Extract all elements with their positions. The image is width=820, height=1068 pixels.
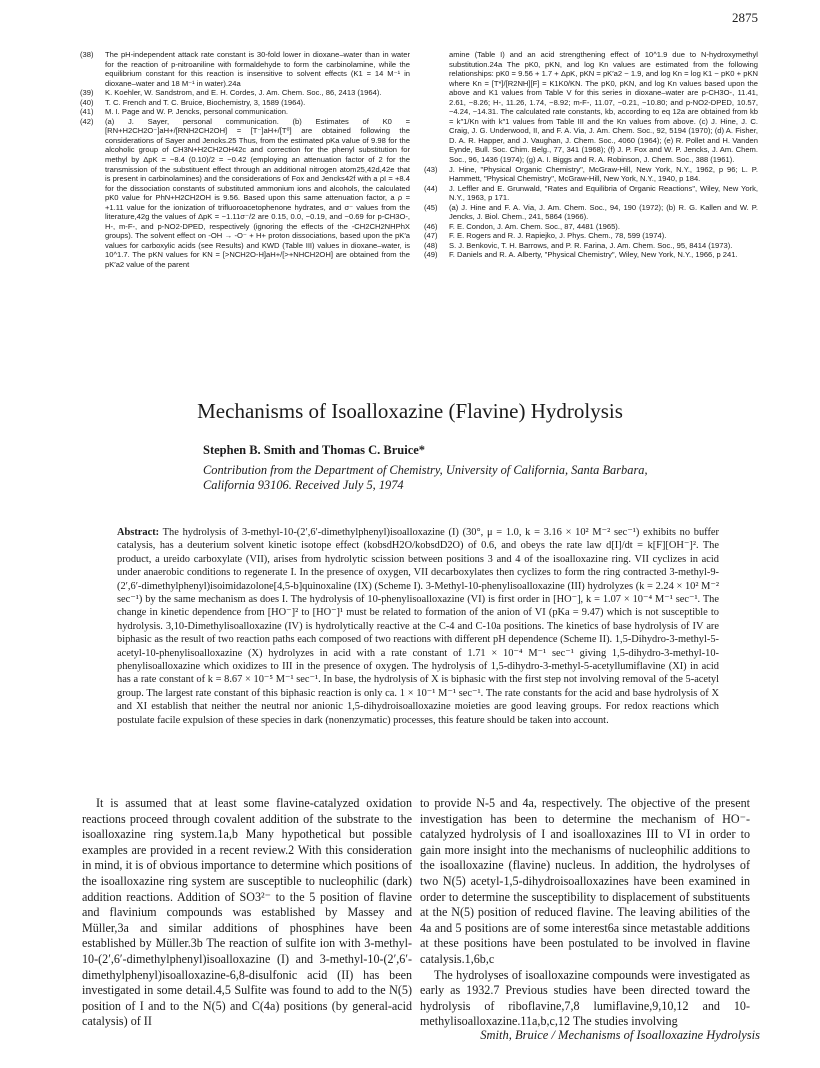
reference-text: F. Daniels and R. A. Alberty, "Physical Chemistry", Wiley, New York, N.Y., 1966, p 241. — [449, 250, 738, 260]
reference-number: (46) — [424, 221, 438, 231]
reference-item — [424, 231, 758, 241]
reference-number: (49) — [424, 250, 438, 260]
reference-number: (47) — [424, 231, 438, 241]
reference-text: T. C. French and T. C. Bruice, Biochemistry, 3, 1589 (1964). — [105, 97, 306, 107]
article-abstract — [117, 526, 719, 727]
reference-item — [424, 241, 758, 251]
reference-item — [80, 88, 410, 98]
body-paragraph: The hydrolyses of isoalloxazine compounds were investigated as early as 1932.7 Previous studies have been directed toward the hydrolysis of riboflavine,7,8 lumiflavine,9,10,12 and 10-methylisoalloxazine.11a,b,c,12 The studies involving — [420, 967, 750, 1029]
body-paragraph: It is assumed that at least some flavine-catalyzed oxidation reactions proceed through covalent addition of the substrate to the isoalloxazine ring system.1a,b Many hypothetical but possible examples are provided in a recent review.2 With this consideration in mind, it is of obvious importance to determine which positions of the isoalloxazine ring system are susceptible to nucleophilic (dark) addition reactions. Addition of SO3²⁻ to the 5 position of flavine and flavinium compounds was established by Massey and Müller,3a and similar additions of phosphines have been established by Müller.3b The reaction of sulfite ion with 3-methyl-10-(2′,6′-dimethylphenyl)isoalloxazine (I) and 3-methyl-10-(2′,6′-dimethylphenyl)isoalloxazine-6,8-disulfonic acid (II) has been investigated in some detail.4,5 Sulfite was found to add to the N(5) position of I and to the N(5) and C(4a) positions (by general-acid catalysis) of II — [82, 796, 412, 1029]
reference-number — [424, 50, 449, 165]
references-right-column — [424, 50, 758, 260]
page-number: 2875 — [732, 10, 758, 25]
reference-number: (45) — [424, 202, 438, 212]
reference-item — [80, 50, 410, 88]
reference-text: J. Hine, "Physical Organic Chemistry", McGraw-Hill, New York, N.Y., 1962, p 96; L. P. Hammett, "Physical Chemistry", McGraw-Hill, New York, N.Y., 1940, p 184. — [449, 164, 758, 184]
reference-text: F. E. Condon, J. Am. Chem. Soc., 87, 4481 (1965). — [449, 221, 620, 231]
reference-text: S. J. Benkovic, T. H. Barrows, and P. R. Farina, J. Am. Chem. Soc., 95, 8414 (1973). — [449, 240, 733, 250]
article-title: Mechanisms of Isoalloxazine (Flavine) Hydrolysis — [197, 399, 623, 423]
running-footer: Smith, Bruice / Mechanisms of Isoalloxazine Hydrolysis — [480, 1028, 760, 1042]
reference-number: (43) — [424, 164, 438, 174]
reference-text: (a) J. Sayer, personal communication. (b) Estimates of K0 = [RN+H2CH2O⁻]aH+/[RNH2CH2OH] = [T⁻]aH+/[T⁰] are obtained following the considerations of Sayer and Jencks.25 Thus, from the estimated pKa value of 9.98 for the alcoholic group of CH3N+H2CH2OH42c and correction for the phenyl substitution for methyl by ΔpK = −8.4 (0.10)/2 = −0.42 (employing an attenuation factor of 2 for the transmission of the substituent effect through an additional nitrogen atom25,42d,42e that is present in carbinolamines) and the considerations of Fox and Jencks42f with a ρI = +8.4 for the dissociation constants of substituted ammonium ions and alcohols, the calculated pK0 value for PhN+H2CH2OH is 9.56. Based upon this same attenuation factor, a ρ = +1.11 value for the ionization of trifluoroacetophenone hydrates, and σ⁻ values from the literature,42g the values of ΔpK = −1.11σ⁻/2 are 0.15, 0.0, −0.19, and −0.69 for p-CH3O-, H-, m-F-, and p-NO2-DPED, respectively (ignoring the effects of the -CH2CH2NHPhX groups). The solvent effect on -OH → -O⁻ + H+ proton dissociations, based upon the pK′a values for carboxylic acids (see Results) and KWD (Table III) values in dioxane–water, is 10^1.7. The pKN values for KN = [>NCH2O-H]aH+/[>+NHCH2OH] are obtained from the pK′a2 value of the parent — [105, 116, 410, 270]
reference-text: (a) J. Hine and F. A. Via, J. Am. Chem. Soc., 94, 190 (1972); (b) R. G. Kallen and W. P. Jencks, J. Biol. Chem., 241, 5864 (1966). — [449, 202, 758, 222]
body-paragraph: to provide N-5 and 4a, respectively. The objective of the present investigation has been to determine the mechanism of HO⁻-catalyzed hydrolysis of I and isoalloxazines III to VI in order to gain more insight into the mechanisms of nucleophilic additions to the isoalloxazine (flavine) nucleus. In addition, the hydrolyses of two N(5) acetyl-1,5-dihydroisoalloxazines have been examined in order to determine the susceptibility to displacement of substituents at the N(5) position of reduced flavine. The leaving abilities of the 4a and 5 positions are of some interest6a since metastable additions at these positions have been postulated to be involved in flavine catalysis.1,6b,c — [420, 796, 750, 966]
reference-item — [424, 203, 758, 222]
reference-item — [424, 50, 758, 165]
reference-number: (42) — [80, 116, 94, 126]
reference-number: (40) — [80, 97, 94, 107]
reference-text: K. Koehler, W. Sandstrom, and E. H. Cordes, J. Am. Chem. Soc., 86, 2413 (1964). — [105, 88, 382, 98]
reference-text: M. I. Page and W. P. Jencks, personal communication. — [105, 107, 289, 117]
reference-number: (44) — [424, 183, 438, 193]
reference-item — [80, 117, 410, 270]
reference-item — [424, 184, 758, 203]
reference-item — [80, 98, 410, 108]
reference-text: The pH-independent attack rate constant is 30-fold lower in dioxane–water than in water for the reaction of p-nitroaniline with formaldehyde to form the carbinolamine, while the equilibrium constant for this reaction is insensitive to solvent effects (K1 = 14 M⁻¹ in dioxane–water and 18 M⁻¹ in water).24a — [105, 50, 410, 88]
reference-number: (41) — [80, 107, 94, 117]
reference-item — [80, 107, 410, 117]
references-left-column — [80, 50, 410, 270]
reference-item — [424, 165, 758, 184]
body-left-column — [82, 796, 412, 1030]
reference-number: (38) — [80, 50, 94, 59]
abstract-label: Abstract: — [117, 527, 160, 538]
reference-item — [424, 222, 758, 232]
reference-number: (48) — [424, 240, 438, 250]
article-authors: Stephen B. Smith and Thomas C. Bruice* — [203, 443, 426, 457]
body-right-column — [420, 796, 750, 1030]
reference-item — [424, 250, 758, 260]
reference-text: J. Leffler and E. Grunwald, "Rates and Equilibria of Organic Reactions", Wiley, New York, N.Y., 1963, p 171. — [449, 183, 758, 203]
reference-number: (39) — [80, 88, 94, 98]
article-affiliation: Contribution from the Department of Chemistry, University of California, Santa Barbara, California 93106. Received July 5, 1974 — [203, 463, 648, 492]
reference-text: amine (Table I) and an acid strengthening effect of 10^1.9 due to N-hydroxymethyl substitution.24a The pK0, pKN, and log Kn values are estimated from the following relationships: pK0 = 9.56 + 1.7 + ΔpK, pKN = pK′a2 − 1.9, and log Kn = log K1 − pK0 + pKN where Kn = [T*]/[R2NH][F] = K1K0/KN. The pK0, pKN, and log Kn values based upon the above and K1 values from Table V for this series in dioxane–water are p-CH3O-, 11.41, 2.61, −8.26; H-, 11.26, 1.74, −8.92; m-F-, 11.07, −0.21, −10.80; and p-NO2-DPED, 10.57, −4.24, −14.31. The calculated rate constants, kb, according to eq 12a are obtained from kb = k″1/Kn with k″1 values from Table III and the Kn values from above. (c) J. Hine, J. C. Craig, J. G. Underwood, II, and F. A. Via, J. Am. Chem. Soc., 92, 5194 (1970); (d) A. Fisher, D. A. R. Happer, and J. Vaughan, J. Chem. Soc., 4060 (1964); (e) R. Pollet and H. Vanden Eynde, Bull. Soc. Chim. Belg., 77, 341 (1968); (f) J. P. Fox and W. P. Jencks, J. Am. Chem. Soc., 96, 1436 (1974); (g) A. I. Biggs and R. A. Robinson, J. Chem. Soc., 388 (1961). — [449, 50, 758, 165]
abstract-text: The hydrolysis of 3-methyl-10-(2′,6′-dimethylphenyl)isoalloxazine (I) (30°, μ = 1.0, k = 3.16 × 10² M⁻² sec⁻¹) exhibits no buffer catalysis, has a deuterium solvent kinetic isotope effect (kobsdH2O/kobsdD2O) of 0.6, and obeys the rate law d[I]/dt = k[F][OH⁻]². The product, a ureido carboxylate (VII), arises from hydrolytic scission between positions 3 and 4 of the isoalloxazine ring. VII cyclizes in acid under anaerobic conditions to regenerate I. In the presence of oxygen, VII decarboxylates then cyclizes to form the ring contracted 3-methyl-9-(2′,6′-dimethylphenyl)isoimidazolone[4,5-b]quinoxaline (IX) (Scheme I). 3-Methyl-10-phenylisoalloxazine (III) hydrolyzes (k = 2.24 × 10² M⁻² sec⁻¹) by the same mechanism as does I. The hydrolysis of 10-phenylisoalloxazine (VI) is first order in [HO⁻], k = 1.07 × 10⁻⁴ M⁻¹ sec⁻¹. The change in kinetic dependence from [HO⁻]² to [HO⁻]¹ must be related to formation of the anion of VI (pKa = 9.47) which is not susceptible to hydrolysis. 3,10-Dimethylisoalloxazine (IV) is hydrolytically reactive at the C-4 and C-10a positions. The kinetics of base hydrolysis of IV are biphasic as the result of two reaction paths each composed of two reactions with different pH dependence (Scheme II). 1,5-Dihydro-3-methyl-5-acetyl-10-phenylisoalloxazine (X) hydrolyzes in acid with a rate constant of 1.71 × 10⁻⁴ M⁻¹ sec⁻¹ giving 1,5-dihydro-3-methyl-10-phenylisoalloxazine which oxidizes to III in the presence of oxygen. The hydrolysis of 1,5-dihydro-3-methyl-5-acetyllumiflavine (XI) in acid has a rate constant of k = 8.67 × 10⁻⁵ M⁻¹ sec⁻¹. In base, the hydrolysis of X is biphasic with the first step not involving removal of the 5-acetyl group. The largest rate constant of this biphasic reaction is only ca. 1 × 10⁻¹ M⁻¹ sec⁻¹. The rate constants for the acid and base hydrolysis of X and XI establish that neither the neutral nor anionic 1,5-dihydroisoalloxazine moieties are good leaving groups. For redox reactions which postulate facile expulsion of these species in dark (nonenzymatic) processes, this feature should be taken into account. — [117, 527, 719, 726]
reference-text: F. E. Rogers and R. J. Rapiejko, J. Phys. Chem., 78, 599 (1974). — [449, 231, 667, 241]
